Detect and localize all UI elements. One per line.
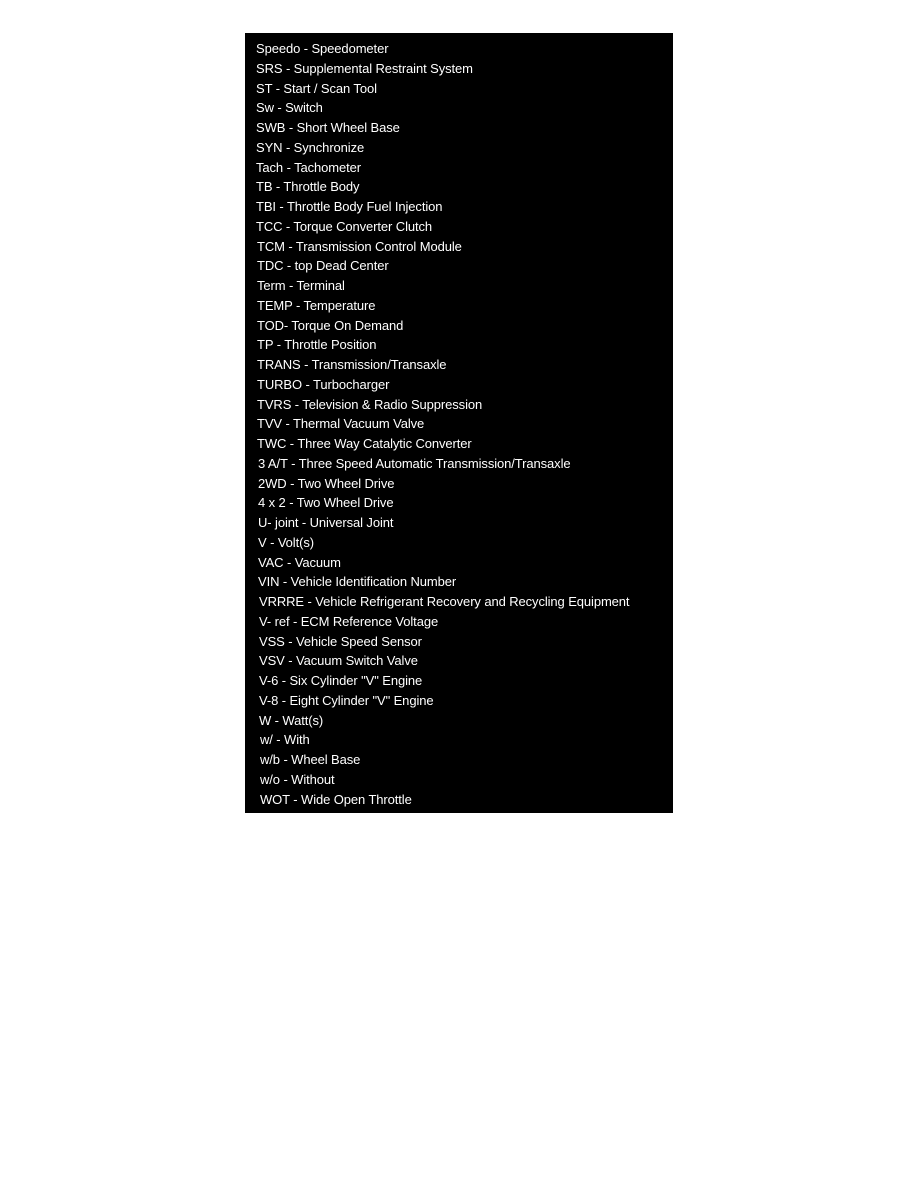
abbreviation-entry: TVRS - Television & Radio Suppression	[257, 396, 483, 412]
abbreviation-entry: VRRRE - Vehicle Refrigerant Recovery and Recycling Equipment	[259, 594, 630, 609]
abbreviation-entry: TVV - Thermal Vacuum Valve	[257, 416, 425, 432]
abbreviation-entry: SYN - Synchronize	[256, 139, 365, 155]
abbreviation-entry: Sw - Switch	[256, 100, 323, 116]
abbreviation-entry: Term - Terminal	[257, 278, 345, 293]
abbreviation-entry: SWB - Short Wheel Base	[256, 120, 400, 135]
abbreviation-entry: ST - Start / Scan Tool	[256, 80, 377, 96]
abbreviation-entry: w/ - With	[260, 732, 310, 748]
abbreviation-entry: TCC - Torque Converter Clutch	[256, 218, 433, 234]
abbreviations-panel	[245, 33, 673, 813]
abbreviation-entry: Speedo - Speedometer	[256, 41, 389, 56]
abbreviation-entry: TWC - Three Way Catalytic Converter	[257, 436, 472, 451]
abbreviation-entry: V-8 - Eight Cylinder "V" Engine	[259, 692, 434, 708]
abbreviation-entry: TDC - top Dead Center	[257, 258, 389, 274]
abbreviation-entry: w/b - Wheel Base	[260, 752, 361, 767]
abbreviation-entry: U- joint - Universal Joint	[258, 515, 394, 530]
abbreviation-entry: TOD- Torque On Demand	[257, 317, 404, 333]
abbreviation-entry: V-6 - Six Cylinder "V" Engine	[259, 673, 423, 688]
abbreviation-entry: TBI - Throttle Body Fuel Injection	[256, 199, 443, 214]
abbreviation-entry: 3 A/T - Three Speed Automatic Transmission/Transaxle	[258, 455, 571, 471]
abbreviation-entry: 2WD - Two Wheel Drive	[258, 475, 395, 491]
abbreviation-entry: W - Watt(s)	[259, 712, 324, 728]
abbreviation-entry: Tach - Tachometer	[256, 159, 361, 175]
abbreviation-entry: TRANS - Transmission/Transaxle	[257, 357, 447, 372]
abbreviation-entry: V- ref - ECM Reference Voltage	[259, 613, 439, 629]
abbreviation-entry: TCM - Transmission Control Module	[257, 238, 462, 254]
abbreviation-entry: TP - Throttle Position	[257, 337, 377, 353]
abbreviation-entry: w/o - Without	[260, 771, 335, 787]
abbreviation-entry: TEMP - Temperature	[257, 297, 376, 313]
abbreviation-entry: WOT - Wide Open Throttle	[260, 791, 412, 807]
abbreviation-entry: TURBO - Turbocharger	[257, 376, 390, 392]
abbreviation-entry: VIN - Vehicle Identification Number	[258, 574, 457, 590]
abbreviation-entry: VAC - Vacuum	[258, 554, 341, 570]
abbreviation-entry: TB - Throttle Body	[256, 179, 360, 195]
abbreviation-entry: VSS - Vehicle Speed Sensor	[259, 633, 422, 649]
abbreviation-entry: VSV - Vacuum Switch Valve	[259, 653, 418, 669]
abbreviation-entry: SRS - Supplemental Restraint System	[256, 60, 473, 76]
abbreviation-entry: V - Volt(s)	[258, 534, 314, 550]
abbreviation-entry: 4 x 2 - Two Wheel Drive	[258, 495, 394, 511]
